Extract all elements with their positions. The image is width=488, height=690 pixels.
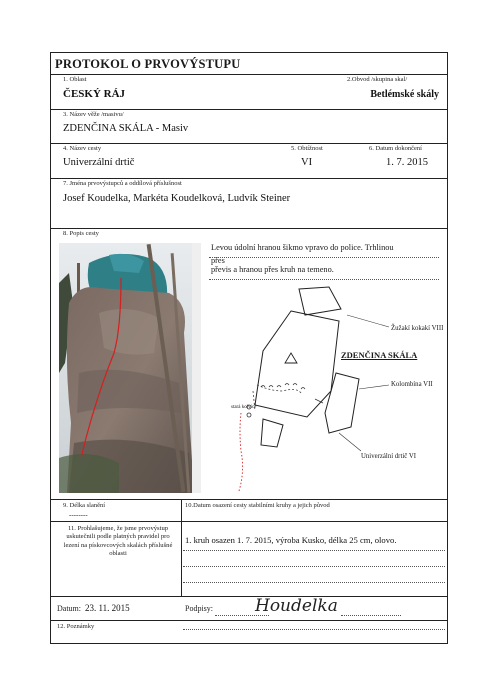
prvovystupci-label: 7. Jména prvovýstupců a oddílová příslušnost [63,180,182,187]
popis-line-2: převis a hranou přes kruh na temeno. [211,265,334,274]
datum-podpisu-value: 23. 11. 2015 [85,603,130,613]
route-photo-image [59,243,201,493]
datum-value: 1. 7. 2015 [386,157,428,168]
protocol-form [50,52,448,644]
obvod-label: 2.Obvod /skupina skal/ [347,76,408,83]
vez-label: 3. Název věže /masivu/ [63,111,124,118]
oblast-label: 1. Oblast [63,76,87,83]
osazeni-value: 1. kruh osazen 1. 7. 2015, výroba Kusko, délka 25 cm, olovo. [185,535,397,545]
signature [251,591,351,619]
prohlaseni-text: 11. Prohlašujeme, že jsme prvovýstup uskutečnili podle platných pravidel pro lezení na pískovcových skalách příslušné oblasti [63,525,173,558]
vez-value: ZDENČINA SKÁLA - Masiv [63,123,189,134]
form-title: PROTOKOL O PRVOVÝSTUPU [55,57,241,71]
signature-text: Houdelka [255,596,338,616]
topo-diagram [211,281,443,501]
obtiznost-value: VI [301,157,313,168]
route-photo [59,243,201,493]
cesta-value: Univerzální drtič [63,157,135,168]
label-kolombina: Kolombína VII [391,381,433,388]
popis-label: 8. Popis cesty [63,230,99,237]
obvod-value: Betlémské skály [370,89,439,100]
label-zuzaky: Žužakí kokakí VIII [391,325,444,332]
cesta-label: 4. Název cesty [63,145,102,152]
delka-label: 9. Délka slanění [63,502,106,509]
label-slanovaci: stará kolvice [231,405,257,410]
prvovystupci-value: Josef Koudelka, Markéta Koudelková, Ludvík Steiner [63,193,291,204]
oblast-value: ČESKÝ RÁJ [63,88,126,100]
popis-line-1: Levou údolní hranou šikmo vpravo do police. Trhlinou přes [211,243,394,265]
delka-value: -------- [69,511,88,519]
label-univerzalni: Univerzální drtič VI [361,453,416,460]
podpisy-label: Podpisy: [185,604,214,613]
datum-podpisu-label: Datum: [57,604,81,613]
poznamky-label: 12. Poznámky [57,623,95,630]
datum-label: 6. Datum dokončení [369,145,422,152]
obtiznost-label: 5. Obtížnost [291,145,323,152]
osazeni-label: 10.Datum osazení cesty stabilními kruhy a jejich původ [185,502,330,509]
tower-name-label: ZDENČINA SKÁLA [341,350,418,360]
